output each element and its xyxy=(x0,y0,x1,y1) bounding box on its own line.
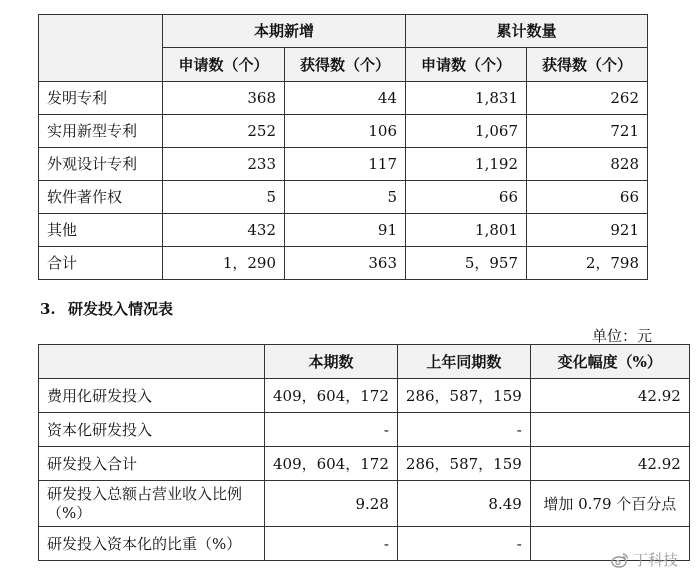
table-row xyxy=(39,527,690,561)
cell-value: 5 xyxy=(163,181,285,214)
cell-value: - xyxy=(397,527,530,561)
group-header-cumulative: 累计数量 xyxy=(406,15,648,48)
cell-value: 42.92 xyxy=(530,379,689,413)
patent-group-header-row xyxy=(39,15,648,48)
group-header-current: 本期新增 xyxy=(163,15,406,48)
section-title-text: 研发投入情况表 xyxy=(68,300,174,318)
section-number: 3. xyxy=(40,300,56,318)
row-label: 发明专利 xyxy=(39,82,163,115)
row-label: 研发投入总额占营业收入比例（%） xyxy=(39,481,265,527)
cell-value: 363 xyxy=(285,247,406,280)
cell-value: 66 xyxy=(527,181,648,214)
cell-value: 432 xyxy=(163,214,285,247)
table-row xyxy=(39,181,648,214)
cell-value: 1,067 xyxy=(406,115,527,148)
table-row xyxy=(39,214,648,247)
cell-value: 233 xyxy=(163,148,285,181)
cell-value: 44 xyxy=(285,82,406,115)
cell-value: 1，290 xyxy=(163,247,285,280)
rd-header-row xyxy=(39,345,690,379)
watermark xyxy=(611,549,678,570)
cell-value: 2，798 xyxy=(527,247,648,280)
cell-value xyxy=(530,413,689,447)
cell-value: 1,801 xyxy=(406,214,527,247)
patent-table xyxy=(38,14,648,280)
rd-corner-cell xyxy=(39,345,265,379)
cell-value: 91 xyxy=(285,214,406,247)
table-row-total xyxy=(39,247,648,280)
cell-value: 5，957 xyxy=(406,247,527,280)
table-row xyxy=(39,379,690,413)
cell-value: 409，604，172 xyxy=(265,379,398,413)
sub-header-applied-cumulative: 申请数（个） xyxy=(406,48,527,82)
cell-value: 9.28 xyxy=(265,481,398,527)
cell-value: 1,831 xyxy=(406,82,527,115)
cell-value: 117 xyxy=(285,148,406,181)
cell-value: 721 xyxy=(527,115,648,148)
cell-value: 42.92 xyxy=(530,447,689,481)
cell-value: 8.49 xyxy=(397,481,530,527)
row-label: 实用新型专利 xyxy=(39,115,163,148)
table-row xyxy=(39,447,690,481)
sub-header-granted-cumulative: 获得数（个） xyxy=(527,48,648,82)
row-label: 研发投入合计 xyxy=(39,447,265,481)
row-label: 合计 xyxy=(39,247,163,280)
patent-corner-cell xyxy=(39,15,163,82)
cell-value: 828 xyxy=(527,148,648,181)
rd-investment-table xyxy=(38,344,690,561)
weibo-icon xyxy=(611,552,629,568)
cell-value: 1,192 xyxy=(406,148,527,181)
header-change-rate: 变化幅度（%） xyxy=(530,345,689,379)
table-row xyxy=(39,148,648,181)
cell-value: 252 xyxy=(163,115,285,148)
row-label: 资本化研发投入 xyxy=(39,413,265,447)
header-current-period: 本期数 xyxy=(265,345,398,379)
table-row xyxy=(39,115,648,148)
section-title xyxy=(40,298,173,319)
table-row xyxy=(39,82,648,115)
row-label: 外观设计专利 xyxy=(39,148,163,181)
unit-label: 单位：元 xyxy=(591,327,652,345)
cell-value: - xyxy=(265,527,398,561)
table-row xyxy=(39,481,690,527)
watermark-text: 丁科技 xyxy=(632,551,678,569)
cell-value: 262 xyxy=(527,82,648,115)
cell-value: 增加 0.79 个百分点 xyxy=(530,481,689,527)
row-label: 费用化研发投入 xyxy=(39,379,265,413)
table-row xyxy=(39,413,690,447)
cell-value: 286，587，159 xyxy=(397,447,530,481)
header-prior-period: 上年同期数 xyxy=(397,345,530,379)
sub-header-granted-current: 获得数（个） xyxy=(285,48,406,82)
cell-value: 5 xyxy=(285,181,406,214)
cell-value: 921 xyxy=(527,214,648,247)
sub-header-applied-current: 申请数（个） xyxy=(163,48,285,82)
cell-value: - xyxy=(265,413,398,447)
cell-value: 409，604，172 xyxy=(265,447,398,481)
row-label: 软件著作权 xyxy=(39,181,163,214)
row-label: 其他 xyxy=(39,214,163,247)
cell-value: 286，587，159 xyxy=(397,379,530,413)
cell-value: 106 xyxy=(285,115,406,148)
cell-value: 368 xyxy=(163,82,285,115)
cell-value: 66 xyxy=(406,181,527,214)
cell-value: - xyxy=(397,413,530,447)
row-label: 研发投入资本化的比重（%） xyxy=(39,527,265,561)
